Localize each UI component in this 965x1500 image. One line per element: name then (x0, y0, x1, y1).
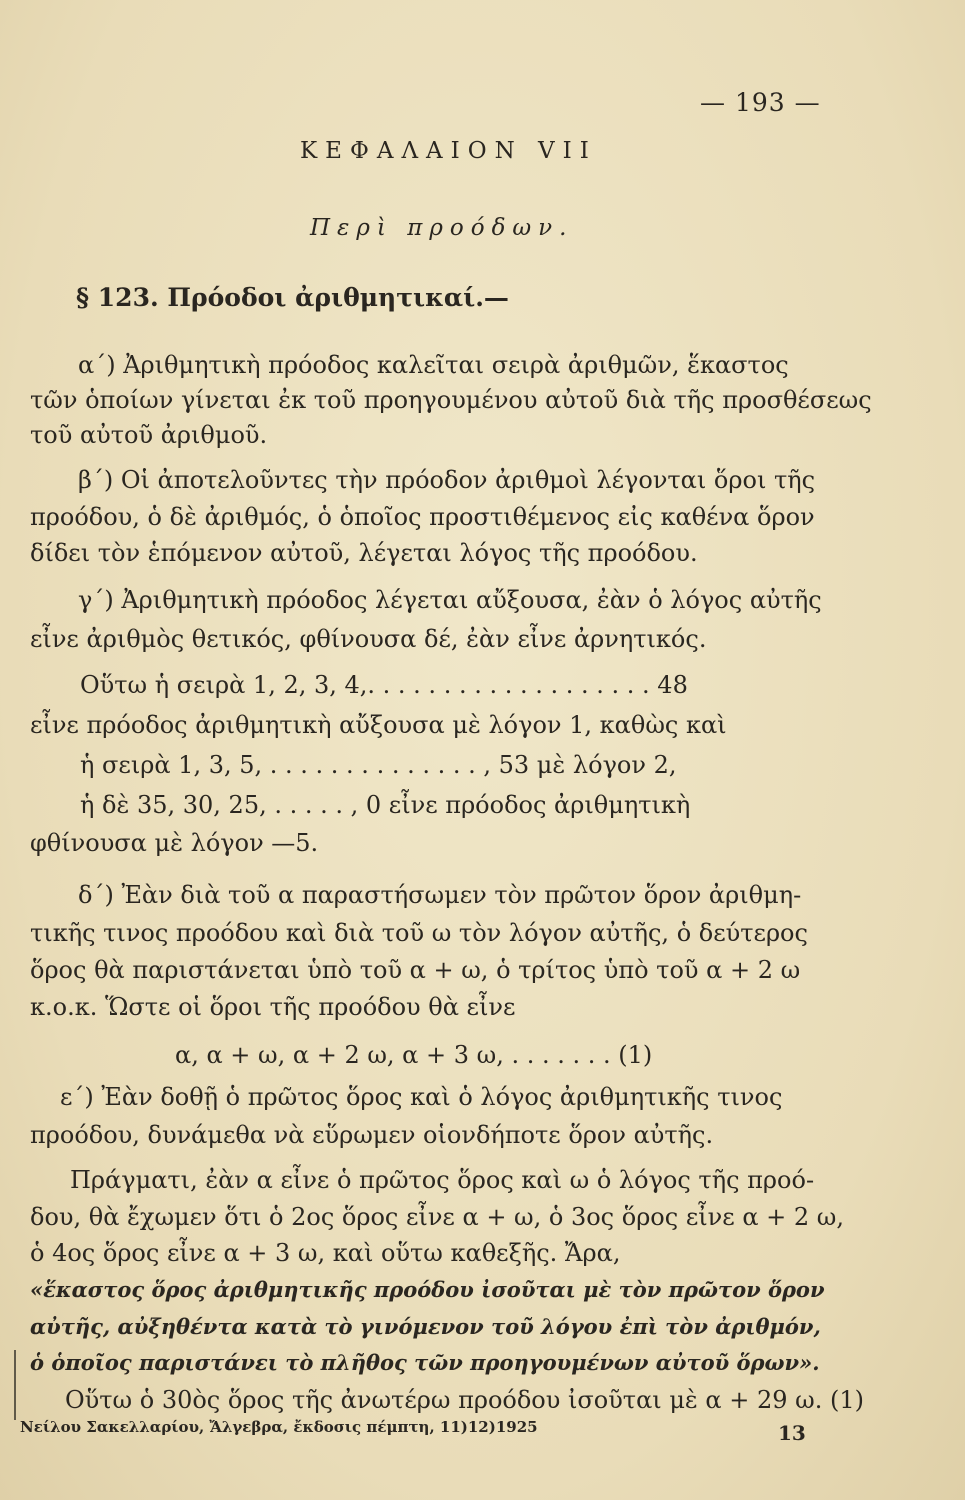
text-line: κ.ο.κ. Ὥστε οἱ ὅροι τῆς προόδου θὰ εἶνε (30, 993, 516, 1021)
text-line: Πράγματι, ἐὰν α εἶνε ὁ πρῶτος ὅρος καὶ ω ὁ λόγος τῆς προό- (70, 1166, 815, 1194)
text-line: δου, θὰ ἔχωμεν ὅτι ὁ 2ος ὅρος εἶνε α + ω, ὁ 3ος ὅρος εἶνε α + 2 ω, (30, 1203, 844, 1231)
footer-imprint: Νείλου Σακελλαρίου, Ἄλγεβρα, ἔκδοσις πέμπτη, 11)12)1925 (20, 1418, 538, 1436)
text-line: εἶνε πρόοδος ἀριθμητικὴ αὔξουσα μὲ λόγον 1, καθὼς καὶ (30, 711, 727, 739)
rule-quote-line: ὁ ὁποῖος παριστάνει τὸ πλῆθος τῶν προηγουμένων αὐτοῦ ὅρων». (30, 1350, 820, 1375)
section-title: Περὶ προόδων. (310, 215, 574, 241)
sheet-number: 13 (778, 1421, 806, 1445)
text-line: β΄) Οἱ ἀποτελοῦντες τὴν πρόοδον ἀριθμοὶ λέγονται ὅροι τῆς (78, 466, 816, 494)
text-line: ὅρος θὰ παριστάνεται ὑπὸ τοῦ α + ω, ὁ τρίτος ὑπὸ τοῦ α + 2 ω (30, 956, 801, 984)
text-line: α΄) Ἀριθμητικὴ πρόοδος καλεῖται σειρὰ ἀριθμῶν, ἕκαστος (78, 351, 789, 379)
chapter-title: ΚΕΦΑΛΑΙΟΝ VII (300, 138, 597, 164)
text-line: γ΄) Ἀριθμητικὴ πρόοδος λέγεται αὔξουσα, ἐὰν ὁ λόγος αὐτῆς (78, 586, 822, 614)
text-line: προόδου, ὁ δὲ ἀριθμός, ὁ ὁποῖος προστιθέμενος εἰς καθένα ὅρον (30, 503, 815, 531)
rule-quote-line: «ἕκαστος ὅρος ἀριθμητικῆς προόδου ἰσοῦται μὲ τὸν πρῶτον ὅρον (30, 1277, 825, 1302)
text-line: προόδου, δυνάμεθα νὰ εὕρωμεν οἱονδήποτε ὅρον αὐτῆς. (30, 1121, 714, 1149)
text-line: εἶνε ἀριθμὸς θετικός, φθίνουσα δέ, ἐὰν εἶνε ἀρνητικός. (30, 625, 707, 653)
rule-quote-line: αὐτῆς, αὐξηθέντα κατὰ τὸ γινόμενον τοῦ λόγου ἐπὶ τὸν ἀριθμόν, (30, 1314, 821, 1339)
text-line: δ΄) Ἐὰν διὰ τοῦ α παραστήσωμεν τὸν πρῶτον ὅρον ἀριθμη- (78, 881, 802, 909)
text-line: τοῦ αὐτοῦ ἀριθμοῦ. (30, 421, 268, 449)
text-line: ἡ σειρὰ 1, 3, 5, . . . . . . . . . . . . . . , 53 μὲ λόγον 2, (80, 751, 677, 779)
paragraph-heading: § 123. Πρόοδοι ἀριθμητικαί.— (76, 283, 509, 312)
margin-line (14, 1350, 16, 1420)
text-line: Οὕτω ἡ σειρὰ 1, 2, 3, 4,. . . . . . . . . . . . . . . . . . . 48 (80, 671, 688, 699)
text-line: φθίνουσα μὲ λόγον —5. (30, 829, 319, 857)
text-line: ἡ δὲ 35, 30, 25, . . . . . , 0 εἶνε πρόοδος ἀριθμητικὴ (80, 791, 691, 819)
page-number: — 193 — (700, 88, 821, 117)
text-line: ὁ 4ος ὅρος εἶνε α + 3 ω, καὶ οὕτω καθεξῆς. Ἄρα, (30, 1239, 621, 1267)
text-line: Οὕτω ὁ 30ὸς ὅρος τῆς ἀνωτέρω προόδου ἰσοῦται μὲ α + 29 ω. (1) (65, 1386, 864, 1414)
text-line: δίδει τὸν ἑπόμενον αὐτοῦ, λέγεται λόγος τῆς προόδου. (30, 539, 698, 567)
text-line: τικῆς τινος προόδου καὶ διὰ τοῦ ω τὸν λόγον αὐτῆς, ὁ δεύτερος (30, 919, 808, 947)
text-line: τῶν ὁποίων γίνεται ἐκ τοῦ προηγουμένου αὐτοῦ διὰ τῆς προσθέσεως (30, 386, 872, 414)
formula-line: α, α + ω, α + 2 ω, α + 3 ω, . . . . . . . (1) (175, 1041, 653, 1069)
text-line: ε΄) Ἐὰν δοθῇ ὁ πρῶτος ὅρος καὶ ὁ λόγος ἀριθμητικῆς τινος (60, 1083, 783, 1111)
